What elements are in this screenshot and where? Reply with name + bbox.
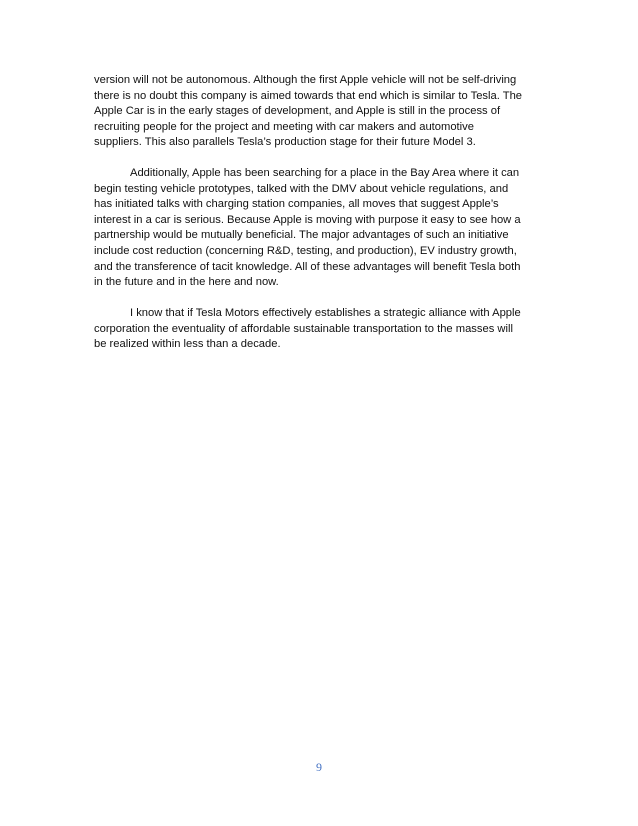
- text-line: in the future and in the here and now.: [94, 276, 279, 289]
- text-line: version will not be autonomous. Although the first Apple vehicle will not be self-driving: [94, 74, 517, 86]
- text-line: begin testing vehicle prototypes, talked with the DMV about vehicle regulations, and: [94, 182, 509, 195]
- text-line: Apple Car is in the early stages of development, and Apple is still in the process of: [94, 105, 501, 118]
- text-line: has initiated talks with charging station companies, all moves that suggest Apple’s: [94, 198, 499, 211]
- page-number: 9: [316, 760, 322, 774]
- paragraph-continuation: [94, 73, 554, 151]
- paragraph-conclusion: [94, 306, 554, 353]
- text-line: suppliers. This also parallels Tesla’s production stage for their future Model 3.: [94, 136, 476, 149]
- text-line: and the transference of tacit knowledge. All of these advantages will benefit Tesla both: [94, 260, 521, 273]
- text-line: include cost reduction (concerning R&D, testing, and production), EV industry growth,: [94, 244, 517, 257]
- text-line: recruiting people for the project and meeting with car makers and automotive: [94, 120, 474, 133]
- text-line: there is no doubt this company is aimed towards that end which is similar to Tesla. The: [94, 89, 523, 102]
- text-line: corporation the eventuality of affordable sustainable transportation to the masses will: [94, 322, 513, 335]
- text-line: partnership would be mutually beneficial. The major advantages of such an initiative: [94, 229, 509, 242]
- body-text: [94, 73, 554, 368]
- paragraph-apple-plans: [94, 166, 554, 290]
- text-line: I know that if Tesla Motors effectively establishes a strategic alliance with Apple: [130, 307, 521, 320]
- text-line: Additionally, Apple has been searching for a place in the Bay Area where it can: [130, 167, 520, 180]
- text-line: interest in a car is serious. Because Apple is moving with purpose it easy to see how a: [94, 213, 521, 226]
- text-line: be realized within less than a decade.: [94, 338, 281, 351]
